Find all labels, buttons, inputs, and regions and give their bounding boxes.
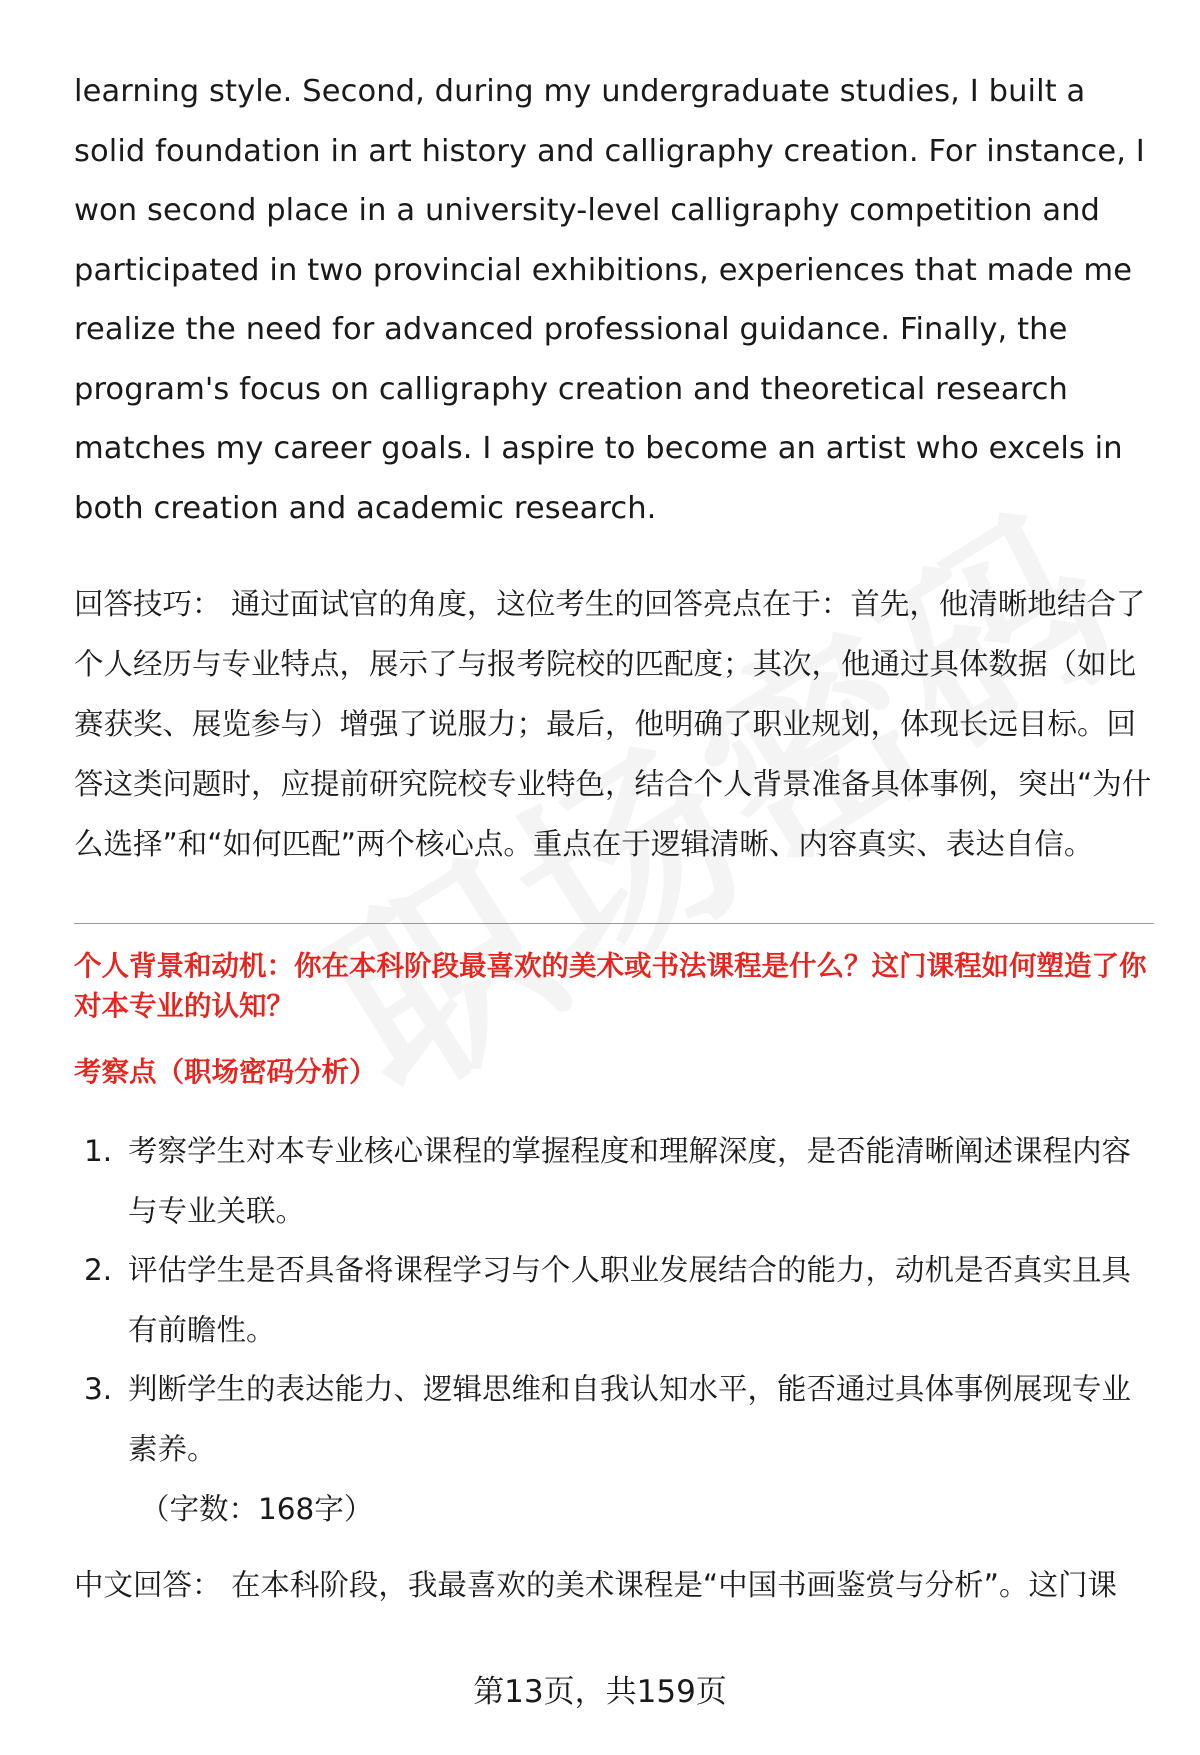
- assessment-heading: 考察点（职场密码分析）: [74, 1056, 377, 1088]
- list-item-text: 考察学生对本专业核心课程的掌握程度和理解深度，是否能清晰阐述课程内容与专业关联。: [128, 1134, 1132, 1228]
- list-item-number: 2.: [84, 1253, 113, 1287]
- list-item: [74, 1122, 1154, 1241]
- english-answer-paragraph: learning style. Second, during my undergraduate studies, I built a solid foundation in art history and calligraphy creation. For instance, I won second place in a university-level calligraphy competition and participated in two provincial exhibitions, experiences that made me realize the need for advanced professional guidance. Finally, the program's focus on calligraphy creation and theoretical research matches my career goals. I aspire to become an artist who excels in both creation and academic research.: [74, 74, 1145, 526]
- assessment-points-list: [74, 1122, 1154, 1479]
- page-number-footer: 第13页，共159页: [473, 1674, 727, 1710]
- word-count: （字数：168字）: [140, 1492, 374, 1526]
- list-item: [74, 1360, 1154, 1479]
- interview-question: 个人背景和动机：你在本科阶段最喜欢的美术或书法课程是什么？这门课程如何塑造了你对本专业的认知？: [74, 950, 1147, 1022]
- list-item-number: 3.: [84, 1372, 113, 1406]
- list-item: [74, 1241, 1154, 1360]
- answer-tips-paragraph: 回答技巧： 通过面试官的角度，这位考生的回答亮点在于：首先，他清晰地结合了个人经历与专业特点，展示了与报考院校的匹配度；其次，他通过具体数据（如比赛获奖、展览参与）增强了说服力；最后，他明确了职业规划，体现长远目标。回答这类问题时，应提前研究院校专业特色，结合个人背景准备具体事例，突出“为什么选择”和“如何匹配”两个核心点。重点在于逻辑清晰、内容真实、表达自信。: [74, 587, 1152, 861]
- section-divider: [74, 923, 1154, 924]
- page-content: [74, 62, 1154, 1615]
- list-item-number: 1.: [84, 1134, 113, 1168]
- chinese-answer-paragraph: 中文回答： 在本科阶段，我最喜欢的美术课程是“中国书画鉴赏与分析”。这门课: [74, 1568, 1117, 1602]
- list-item-text: 评估学生是否具备将课程学习与个人职业发展结合的能力，动机是否真实且具有前瞻性。: [128, 1253, 1132, 1347]
- list-item-text: 判断学生的表达能力、逻辑思维和自我认知水平，能否通过具体事例展现专业素养。: [128, 1372, 1132, 1466]
